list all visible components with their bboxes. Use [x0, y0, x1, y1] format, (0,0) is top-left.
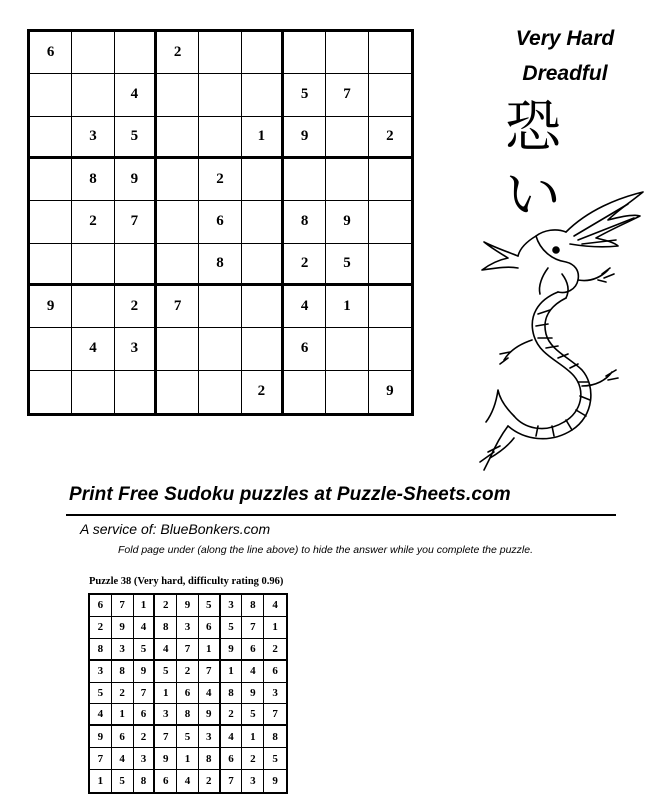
puzzle-cell: [72, 32, 114, 74]
puzzle-cell: 9: [30, 286, 72, 328]
answer-cell: 3: [112, 639, 134, 661]
puzzle-cell: [326, 32, 368, 74]
answer-cell: 8: [90, 639, 112, 661]
answer-cell: 6: [177, 683, 199, 705]
puzzle-cell: 5: [115, 117, 157, 159]
fold-instruction: Fold page under (along the line above) to hide the answer while you complete the puzzle.: [118, 544, 534, 556]
answer-cell: 6: [112, 726, 134, 748]
puzzle-cell: 1: [326, 286, 368, 328]
answer-cell: 1: [155, 683, 177, 705]
puzzle-cell: [199, 286, 241, 328]
puzzle-cell: 2: [242, 371, 284, 413]
answer-cell: 2: [112, 683, 134, 705]
answer-cell: 7: [221, 770, 243, 792]
answer-cell: 9: [134, 661, 156, 683]
puzzle-cell: [326, 371, 368, 413]
puzzle-cell: [326, 159, 368, 201]
answer-cell: 7: [112, 595, 134, 617]
answer-cell: 1: [134, 595, 156, 617]
puzzle-cell: [72, 286, 114, 328]
answer-cell: 6: [221, 748, 243, 770]
answer-cell: 1: [177, 748, 199, 770]
answer-cell: 2: [199, 770, 221, 792]
answer-cell: 4: [264, 595, 286, 617]
kanji-character-1: 恐: [505, 95, 561, 160]
answer-cell: 6: [90, 595, 112, 617]
answer-cell: 6: [242, 639, 264, 661]
puzzle-cell: 7: [115, 201, 157, 243]
answer-cell: 8: [177, 704, 199, 726]
puzzle-cell: [326, 328, 368, 370]
puzzle-cell: [72, 244, 114, 286]
answer-title: Puzzle 38 (Very hard, difficulty rating 0.96): [89, 576, 284, 587]
puzzle-cell: 1: [242, 117, 284, 159]
puzzle-cell: [369, 74, 411, 116]
difficulty-level: Very Hard: [515, 27, 615, 50]
answer-cell: 9: [242, 683, 264, 705]
answer-cell: 1: [90, 770, 112, 792]
puzzle-cell: 9: [115, 159, 157, 201]
puzzle-grid: [27, 29, 414, 416]
answer-cell: 4: [134, 617, 156, 639]
puzzle-cell: 8: [72, 159, 114, 201]
puzzle-cell: 9: [386, 383, 394, 400]
answer-cell: 3: [264, 683, 286, 705]
puzzle-cell: [242, 201, 284, 243]
answer-cell: 5: [90, 683, 112, 705]
answer-cell: 4: [112, 748, 134, 770]
puzzle-cell: [284, 32, 326, 74]
puzzle-cell: 6: [199, 201, 241, 243]
answer-cell: 5: [264, 748, 286, 770]
answer-cell: 8: [155, 617, 177, 639]
answer-cell: 2: [242, 748, 264, 770]
answer-cell: 9: [112, 617, 134, 639]
answer-cell: 6: [199, 617, 221, 639]
puzzle-cell: 7: [157, 286, 199, 328]
answer-cell: 3: [177, 617, 199, 639]
answer-cell: 8: [134, 770, 156, 792]
answer-cell: 5: [155, 661, 177, 683]
answer-cell: 9: [177, 595, 199, 617]
puzzle-cell: 9: [326, 201, 368, 243]
answer-cell: 2: [221, 704, 243, 726]
answer-cell: 7: [177, 639, 199, 661]
puzzle-cell: [30, 159, 72, 201]
puzzle-cell: 4: [72, 328, 114, 370]
puzzle-cell: [242, 328, 284, 370]
puzzle-cell: 2: [115, 286, 157, 328]
answer-cell: 7: [199, 661, 221, 683]
puzzle-cell: 3: [72, 117, 114, 159]
answer-cell: 9: [199, 704, 221, 726]
answer-cell: 9: [90, 726, 112, 748]
puzzle-cell: [30, 201, 72, 243]
puzzle-cell: [157, 328, 199, 370]
answer-cell: 2: [177, 661, 199, 683]
puzzle-cell: [157, 371, 199, 413]
puzzle-cell: 8: [284, 201, 326, 243]
answer-cell: 1: [242, 726, 264, 748]
puzzle-cell: [157, 74, 199, 116]
puzzle-cell: [242, 159, 284, 201]
puzzle-cell: [30, 244, 72, 286]
answer-cell: 9: [155, 748, 177, 770]
answer-cell: 1: [264, 617, 286, 639]
puzzle-cell: [326, 117, 368, 159]
puzzle-cell: 5: [284, 74, 326, 116]
answer-cell: 5: [177, 726, 199, 748]
puzzle-cell: 8: [199, 244, 241, 286]
answer-cell: 3: [199, 726, 221, 748]
answer-cell: 8: [242, 595, 264, 617]
difficulty-name: Dreadful: [522, 62, 608, 85]
answer-cell: 5: [134, 639, 156, 661]
puzzle-cell: [157, 117, 199, 159]
dragon-illustration: [478, 190, 648, 472]
puzzle-cell: 2: [284, 244, 326, 286]
answer-cell: 7: [90, 748, 112, 770]
answer-cell: 8: [264, 726, 286, 748]
puzzle-cell: [369, 244, 411, 286]
answer-cell: 2: [90, 617, 112, 639]
answer-cell: 4: [199, 683, 221, 705]
answer-cell: 6: [134, 704, 156, 726]
puzzle-cell: [157, 159, 199, 201]
service-credit: A service of: BlueBonkers.com: [80, 521, 271, 537]
answer-cell: 7: [242, 617, 264, 639]
puzzle-cell: [284, 159, 326, 201]
puzzle-cell: [115, 371, 157, 413]
kanji-character-2: い: [505, 163, 561, 228]
answer-cell: 2: [134, 726, 156, 748]
answer-cell: 8: [112, 661, 134, 683]
puzzle-cell: [30, 117, 72, 159]
puzzle-cell: [199, 371, 241, 413]
puzzle-cell: 2: [72, 201, 114, 243]
puzzle-cell: [157, 244, 199, 286]
puzzle-cell: [369, 286, 411, 328]
answer-cell: 3: [221, 595, 243, 617]
answer-cell: 3: [155, 704, 177, 726]
puzzle-cell: [242, 74, 284, 116]
answer-cell: 4: [221, 726, 243, 748]
answer-cell: 3: [134, 748, 156, 770]
answer-cell: 4: [242, 661, 264, 683]
puzzle-cell: 4: [284, 286, 326, 328]
puzzle-cell: 2: [199, 159, 241, 201]
puzzle-cell: 9: [284, 117, 326, 159]
puzzle-cell: [369, 159, 411, 201]
answer-cell: 5: [242, 704, 264, 726]
puzzle-cell: [284, 371, 326, 413]
puzzle-cell: [157, 201, 199, 243]
puzzle-cell: [369, 201, 411, 243]
answer-cell: 1: [221, 661, 243, 683]
answer-cell: 7: [155, 726, 177, 748]
puzzle-cell: [199, 328, 241, 370]
puzzle-cell: 3: [115, 328, 157, 370]
answer-cell: 1: [199, 639, 221, 661]
answer-cell: 5: [221, 617, 243, 639]
puzzle-cell: [369, 32, 411, 74]
puzzle-cell: [242, 286, 284, 328]
puzzle-cell: [72, 371, 114, 413]
answer-cell: 3: [242, 770, 264, 792]
fold-line: [66, 514, 616, 516]
puzzle-cell: 6: [30, 32, 72, 74]
puzzle-cell: 7: [326, 74, 368, 116]
answer-cell: 3: [90, 661, 112, 683]
puzzle-cell: [72, 74, 114, 116]
site-banner: Print Free Sudoku puzzles at Puzzle-Sheets.com: [69, 484, 511, 505]
puzzle-cell: 4: [115, 74, 157, 116]
puzzle-cell: [242, 32, 284, 74]
puzzle-cell: [115, 244, 157, 286]
puzzle-cell: [30, 371, 72, 413]
answer-cell: 5: [112, 770, 134, 792]
answer-cell: 8: [221, 683, 243, 705]
puzzle-cell: [369, 328, 411, 370]
answer-cell: 7: [134, 683, 156, 705]
puzzle-cell: 6: [284, 328, 326, 370]
answer-cell: 5: [199, 595, 221, 617]
answer-cell: 1: [112, 704, 134, 726]
answer-cell: 6: [155, 770, 177, 792]
puzzle-cell: [199, 117, 241, 159]
puzzle-cell: 5: [326, 244, 368, 286]
puzzle-cell: [30, 74, 72, 116]
puzzle-cell: 2: [157, 32, 199, 74]
puzzle-cell: [199, 74, 241, 116]
answer-cell: 2: [264, 639, 286, 661]
answer-cell: 2: [155, 595, 177, 617]
answer-cell: 4: [177, 770, 199, 792]
puzzle-cell: [30, 328, 72, 370]
answer-cell: 8: [199, 748, 221, 770]
puzzle-cell: [242, 244, 284, 286]
answer-cell: 4: [155, 639, 177, 661]
puzzle-cell: 2: [369, 117, 411, 159]
puzzle-cell: [199, 32, 241, 74]
answer-cell: 4: [90, 704, 112, 726]
answer-grid: [88, 593, 288, 794]
answer-cell: 9: [221, 639, 243, 661]
puzzle-cell: [115, 32, 157, 74]
answer-cell: 7: [264, 704, 286, 726]
answer-cell: 6: [264, 661, 286, 683]
answer-cell: 9: [272, 775, 278, 788]
